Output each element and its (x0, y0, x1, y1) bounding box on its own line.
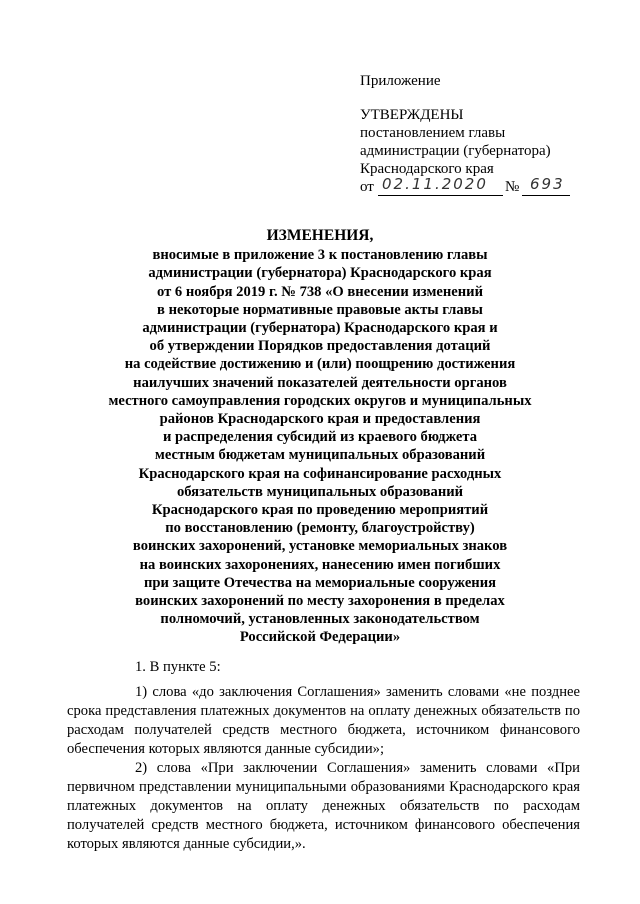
title-line: наилучших значений показателей деятельности органов (133, 374, 507, 391)
number-prefix: № (505, 179, 520, 195)
approval-line: постановлением главы (360, 125, 506, 141)
title-line: от 6 ноября 2019 г. № 738 «О внесении изменений (157, 283, 483, 300)
title-heading: ИЗМЕНЕНИЯ, (266, 227, 374, 244)
approval-line: Краснодарского края (360, 161, 494, 177)
approved-label: УТВЕРЖДЕНЫ (360, 107, 464, 123)
changes-title (100, 227, 540, 647)
date-number-row (360, 175, 565, 198)
title-line: в некоторые нормативные правовые акты главы (157, 301, 483, 318)
item-heading: 1. В пункте 5: (135, 659, 221, 675)
title-line: полномочий, установленных законодательством (160, 611, 480, 628)
title-line: районов Краснодарского края и предоставления (159, 411, 481, 428)
amendment-paragraph-2: 2) слова «При заключении Соглашения» заменить словами «При первичном представлении муниципальными образованиями Краснодарского края платежных документов на оплату денежных обязательств по расходам получателей средств местного бюджета, источником финансового обеспечения которых являются данные субсидии,». (67, 760, 580, 852)
appendix-label: Приложение (360, 73, 441, 89)
handwritten-date: 02.11.2020 (382, 175, 488, 193)
title-line: на содействие достижению и (или) поощрению достижения (124, 356, 516, 373)
title-line: и распределения субсидий из краевого бюджета (162, 429, 478, 446)
title-line: на воинских захоронениях, нанесению имен погибших (139, 556, 501, 573)
handwritten-number: 693 (530, 175, 565, 193)
date-prefix: от (360, 179, 374, 195)
title-line: Российской Федерации» (239, 629, 401, 646)
title-line: при защите Отечества на мемориальные сооружения (143, 574, 497, 591)
date-underline (378, 195, 503, 196)
number-underline (522, 195, 570, 196)
title-line: местного самоуправления городских округов и муниципальных (108, 392, 532, 409)
title-line: вносимые в приложение 3 к постановлению главы (152, 247, 488, 264)
title-line: администрации (губернатора) Краснодарского края и (142, 320, 498, 337)
approval-line: администрации (губернатора) (360, 143, 551, 159)
amendment-paragraph-1: 1) слова «до заключения Соглашения» заменить словами «не позднее срока представления платежных документов на оплату денежных обязательств по расходам получателей средств местного бюджета, источником финансового обеспечения которых являются данные субсидии»; (67, 684, 580, 757)
title-line: местным бюджетам муниципальных образований (154, 447, 486, 464)
title-line: Краснодарского края по проведению мероприятий (151, 502, 489, 519)
title-line: об утверждении Порядков предоставления дотаций (149, 338, 491, 355)
title-line: администрации (губернатора) Краснодарского края (148, 265, 492, 282)
document-body (67, 658, 580, 854)
title-line: обязательств муниципальных образований (176, 483, 464, 500)
title-line: воинских захоронений по месту захоронения в пределах (135, 593, 505, 610)
title-line: по восстановлению (ремонту, благоустройству) (165, 520, 475, 537)
title-line: воинских захоронений, установке мемориальных знаков (132, 538, 508, 555)
approval-block (360, 72, 565, 198)
title-line: Краснодарского края на софинансирование расходных (138, 465, 502, 482)
